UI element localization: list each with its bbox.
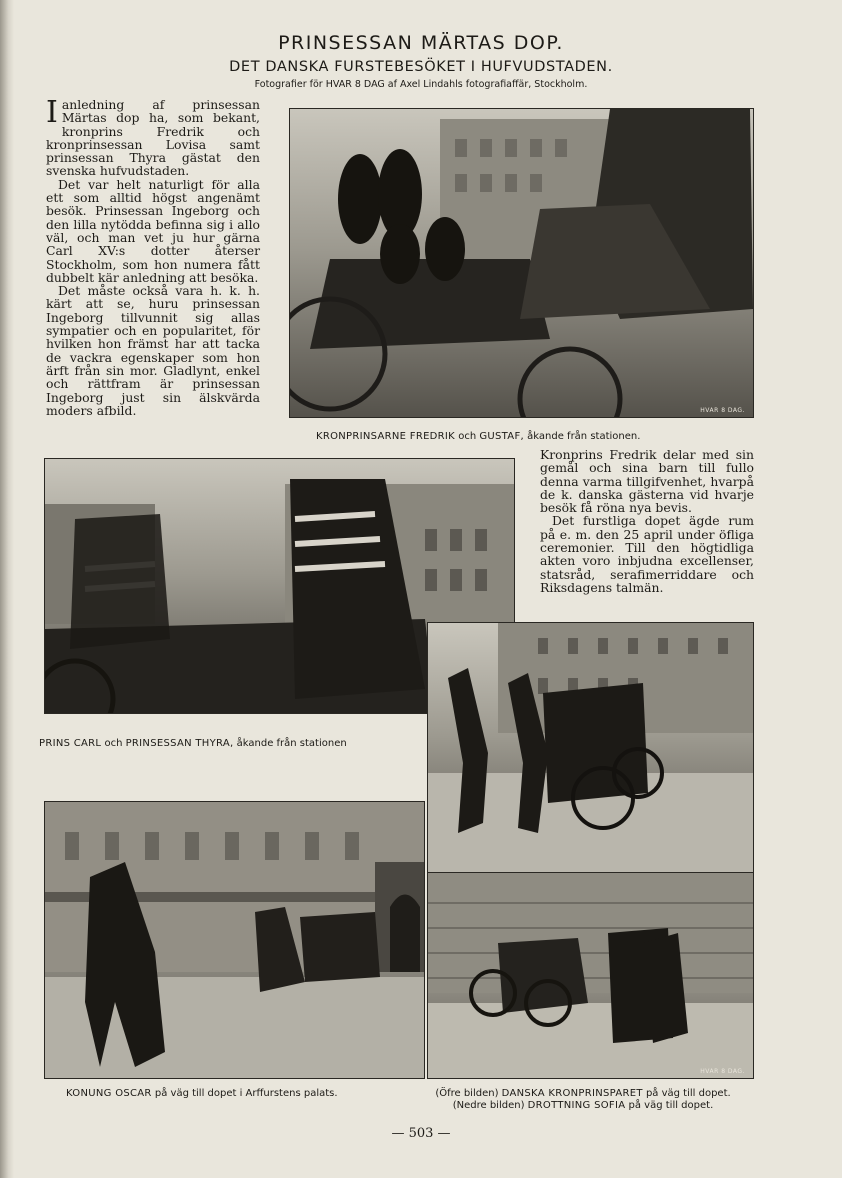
- page-edge-shadow: [0, 0, 14, 1178]
- article-paragraph: Ianledning af prinsessan Märtas dop ha, som bekant, kronprins Fredrik och kronprinsessan Lovisa samt prinsessan Thyra gästat den svenska hufvudstaden.: [46, 95, 260, 179]
- article-paragraph: Det måste också vara h. k. h. kärt att se, huru prinsessan Ingeborg tillvunnit sig allas sympatier och en popularitet, för hvilken hon främst har att tacka de vackra egenskaper som hon ärft från sin mor. Gladlynt, enkel och rättfram är prinsessan Ingeborg just sin älskvärda moders afbild.: [46, 283, 260, 418]
- photo-watermark: HVAR 8 DAG.: [700, 1068, 745, 1075]
- photo-credit: Fotografier för HVAR 8 DAG af Axel Lindahls fotografiaffär, Stockholm.: [254, 79, 588, 90]
- article-paragraph: Kronprins Fredrik delar med sin gemål och sina barn till fullo denna varma tillgifvenhet, hvarpå de k. danska gästerna vid hvarje besök få röna nya bevis.: [540, 447, 754, 516]
- article-paragraph: Det var helt naturligt för alla ett som alltid högst angenämt besök. Prinsessan Ingeborg och den lilla nytödda befinna sig i allo väl, och man vet ju hur gärna Carl XV:s dotter återser Stockholm, som hon numera fått dubbelt kär anledning att besöka.: [46, 176, 260, 285]
- page-subtitle: DET DANSKA FURSTEBESÖKET I HUFVUDSTADEN.: [229, 59, 613, 75]
- caption-bottom-left-photo: KONUNG OSCAR på väg till dopet i Arffurstens palats.: [66, 1088, 338, 1099]
- photo-danish-crown-couple: [427, 622, 754, 874]
- photo-queen-sofia: [427, 872, 754, 1079]
- drop-cap: I: [46, 95, 58, 130]
- photo-king-oscar: [44, 801, 425, 1079]
- photo-crown-princes-carriage: [289, 108, 754, 418]
- photo-watermark: HVAR 8 DAG.: [700, 407, 745, 414]
- caption-top-photo: KRONPRINSARNE FREDRIK och GUSTAF, åkande från stationen.: [316, 431, 641, 442]
- article-column-right: [540, 448, 754, 594]
- caption-line: (Nedre bilden) DROTTNING SOFIA på väg till dopet.: [452, 1100, 714, 1111]
- caption-bottom-right-photo: [410, 1088, 756, 1112]
- caption-middle-left-photo: PRINS CARL och PRINSESSAN THYRA, åkande från stationen: [39, 738, 347, 749]
- article-column-left: [46, 95, 260, 418]
- page-number: — 503 —: [391, 1126, 451, 1141]
- page-title: PRINSESSAN MÄRTAS DOP.: [278, 32, 564, 54]
- article-paragraph: Det furstliga dopet ägde rum på e. m. den 25 april under öfliga ceremonier. Till den högtidliga akten voro inbjudna excellenser, statsråd, serafimerriddare och Riksdagens talmän.: [540, 513, 754, 595]
- caption-line: (Öfre bilden) DANSKA KRONPRINSPARET på väg till dopet.: [435, 1088, 731, 1099]
